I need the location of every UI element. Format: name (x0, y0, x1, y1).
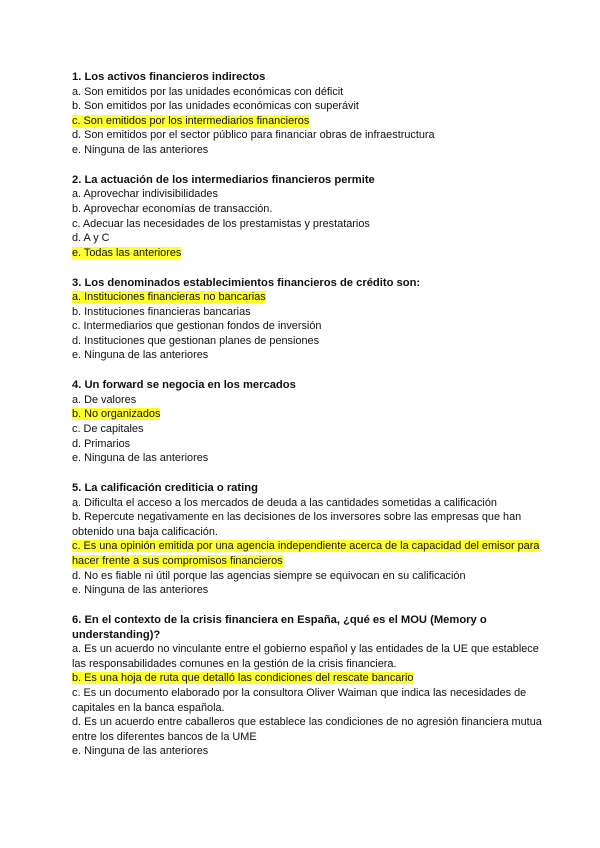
option-d (72, 437, 542, 452)
option-text: a. Aprovechar indivisibilidades (72, 188, 218, 201)
option-c-correct (72, 539, 542, 568)
option-c (72, 422, 542, 437)
option-text: c. De capitales (72, 423, 144, 436)
option-text: a. Dificulta el acceso a los mercados de deuda a las cantidades sometidas a calificación (72, 496, 497, 509)
option-a (72, 496, 542, 511)
option-text: c. Es un documento elaborado por la consultora Oliver Waiman que indica las necesidades de capitales en la banca española. (72, 686, 527, 714)
option-text: b. Aprovechar economías de transacción. (72, 202, 273, 215)
option-c-correct (72, 114, 542, 129)
option-a (72, 642, 542, 671)
question-title: 3. Los denominados establecimientos financieros de crédito son: (72, 276, 421, 289)
option-c (72, 319, 542, 334)
question-4 (72, 378, 542, 466)
question-2 (72, 173, 542, 261)
option-b (72, 99, 542, 114)
question-3 (72, 276, 542, 364)
question-title: 6. En el contexto de la crisis financiera en España, ¿qué es el MOU (Memory o understanding)? (72, 613, 487, 641)
option-d (72, 334, 542, 349)
quiz-page (72, 70, 542, 774)
option-d (72, 231, 542, 246)
question-title: 4. Un forward se negocia en los mercados (72, 379, 296, 392)
highlighted-answer: c. Es una opinión emitida por una agencia independiente acerca de la capacidad del emisor para hacer frente a sus compromisos financieros (72, 540, 540, 567)
option-a (72, 85, 542, 100)
option-e (72, 744, 542, 759)
option-text: e. Ninguna de las anteriores (72, 584, 209, 597)
option-text: d. Es un acuerdo entre caballeros que establece las condiciones de no agresión financiera mutua entre los diferentes bancos de la UME (72, 716, 542, 743)
option-text: d. A y C (72, 232, 110, 245)
question-title: 1. Los activos financieros indirectos (72, 71, 266, 83)
option-text: e. Ninguna de las anteriores (72, 452, 209, 465)
option-c (72, 217, 542, 232)
question-title: 2. La actuación de los intermediarios financieros permite (72, 173, 375, 186)
option-text: a. Es un acuerdo no vinculante entre el gobierno español y las entidades de la UE que establece las responsabilidades comunes en la gestión de la crisis financiera. (72, 643, 539, 670)
highlighted-answer: c. Son emitidos por los intermediarios financieros (72, 114, 310, 127)
option-b (72, 202, 542, 217)
option-b (72, 510, 542, 539)
question-title: 5. La calificación crediticia o rating (72, 482, 258, 494)
option-e (72, 348, 542, 363)
question-6 (72, 613, 542, 759)
option-text: e. Ninguna de las anteriores (72, 349, 209, 362)
highlighted-answer: b. Es una hoja de ruta que detalló las condiciones del rescate bancario (72, 672, 414, 685)
option-text: d. Instituciones que gestionan planes de pensiones (72, 334, 320, 347)
option-d (72, 715, 542, 744)
option-b (72, 305, 542, 320)
option-text: a. Son emitidos por las unidades económicas con déficit (72, 85, 344, 98)
option-text: e. Ninguna de las anteriores (72, 143, 209, 156)
option-b-correct (72, 671, 542, 686)
option-text: b. Instituciones financieras bancarias (72, 305, 251, 318)
option-text: c. Intermediarios que gestionan fondos de inversión (72, 320, 322, 333)
option-e (72, 583, 542, 598)
option-a-correct (72, 290, 542, 305)
option-e (72, 143, 542, 158)
option-text: c. Adecuar las necesidades de los prestamistas y prestatarios (72, 217, 370, 230)
option-text: d. Son emitidos por el sector público para financiar obras de infraestructura (72, 129, 435, 142)
option-text: a. De valores (72, 393, 137, 406)
option-d (72, 128, 542, 143)
option-e-correct (72, 246, 542, 261)
option-e (72, 451, 542, 466)
question-1 (72, 70, 542, 158)
highlighted-answer: b. No organizados (72, 408, 161, 421)
option-text: e. Ninguna de las anteriores (72, 745, 209, 758)
question-5 (72, 481, 542, 598)
option-b-correct (72, 407, 542, 422)
highlighted-answer: e. Todas las anteriores (72, 246, 182, 259)
option-text: b. Repercute negativamente en las decisiones de los inversores sobre las empresas que han obtenido una baja calificación. (72, 511, 522, 538)
option-text: b. Son emitidos por las unidades económicas con superávit (72, 100, 359, 113)
option-c (72, 686, 542, 715)
highlighted-answer: a. Instituciones financieras no bancarias (72, 291, 266, 304)
option-text: d. Primarios (72, 437, 131, 450)
option-a (72, 393, 542, 408)
option-d (72, 569, 542, 584)
option-text: d. No es fiable ni útil porque las agencias siempre se equivocan en su calificación (72, 569, 466, 582)
option-a (72, 187, 542, 202)
